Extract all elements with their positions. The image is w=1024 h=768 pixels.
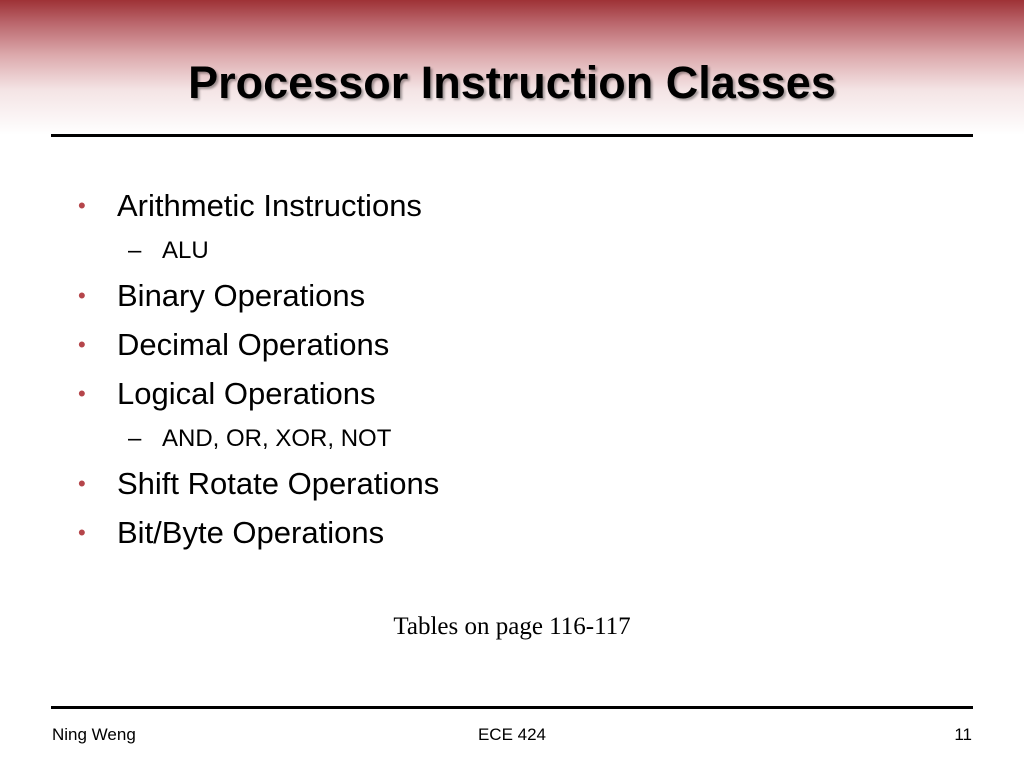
slide-number: 11 [954,725,972,744]
bullet-text: Arithmetic Instructions [117,188,422,223]
sub-bullet-text: ALU [162,237,209,264]
bullet-text: Bit/Byte Operations [117,515,385,550]
table-reference-note: Tables on page 116-117 [393,613,631,640]
dash-icon: – [128,237,142,264]
footer-author: Ning Weng [52,725,136,744]
sub-bullet-text: AND, OR, XOR, NOT [162,425,392,452]
bullet-icon: • [78,332,86,357]
bullet-icon: • [78,283,86,308]
bullet-icon: • [78,381,86,406]
slide-title: Processor Instruction Classes [188,57,836,108]
bullet-text: Shift Rotate Operations [117,466,440,501]
footer-divider [51,706,973,709]
bullet-text: Binary Operations [117,278,366,313]
footer-course: ECE 424 [477,725,547,744]
bullet-icon: • [78,193,86,218]
bullet-text: Decimal Operations [117,327,390,362]
bullet-text: Logical Operations [117,376,376,411]
bullet-icon: • [78,520,86,545]
bullet-icon: • [78,471,86,496]
dash-icon: – [128,425,142,452]
